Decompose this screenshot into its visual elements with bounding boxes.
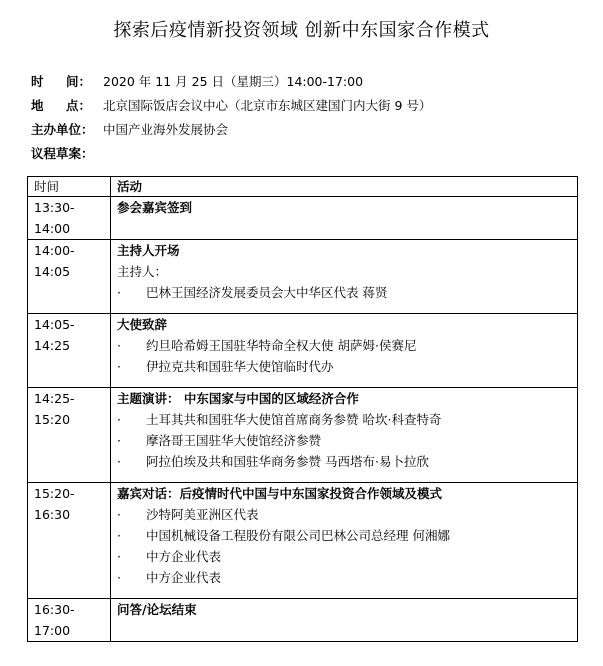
bullet-icon: · bbox=[117, 359, 121, 374]
agenda-label: 议程草案： bbox=[31, 146, 94, 161]
bullet-icon: · bbox=[117, 338, 121, 353]
agenda-time: 14:25-15:20 bbox=[28, 388, 111, 483]
agenda-activity bbox=[111, 314, 578, 388]
table-row bbox=[28, 599, 578, 642]
agenda-body bbox=[28, 197, 578, 642]
table-row bbox=[28, 388, 578, 483]
organizer-value: 中国产业海外发展协会 bbox=[103, 122, 229, 137]
bullet-icon: · bbox=[117, 570, 121, 585]
agenda-time: 14:05-14:25 bbox=[28, 314, 111, 388]
agenda-activity bbox=[111, 240, 578, 314]
activity-column-header: 活动 bbox=[111, 177, 578, 197]
activity-title: 参会嘉宾签到 bbox=[117, 200, 193, 215]
row-spacer bbox=[117, 472, 571, 482]
speaker-text: 中方企业代表 bbox=[146, 549, 222, 564]
list-item bbox=[117, 356, 571, 377]
table-row bbox=[28, 240, 578, 314]
agenda-activity bbox=[111, 197, 578, 240]
organizer-label: 主办单位： bbox=[31, 122, 94, 137]
agenda-time: 13:30-14:00 bbox=[28, 197, 111, 240]
time-column-header: 时间 bbox=[28, 177, 111, 197]
speaker-text: 沙特阿美亚洲区代表 bbox=[146, 507, 259, 522]
speaker-text: 约旦哈希姆王国驻华特命全权大使 胡萨姆·侯赛尼 bbox=[146, 338, 417, 353]
table-row bbox=[28, 483, 578, 599]
table-row bbox=[28, 314, 578, 388]
time-label: 时 间： bbox=[31, 74, 91, 89]
speaker-text: 巴林王国经济发展委员会大中华区代表 蒋贤 bbox=[146, 285, 388, 300]
bullet-icon: · bbox=[117, 285, 121, 300]
speaker-text: 伊拉克共和国驻华大使馆临时代办 bbox=[146, 359, 334, 374]
speaker-text: 摩洛哥王国驻华大使馆经济参赞 bbox=[146, 433, 322, 448]
agenda-time: 15:20-16:30 bbox=[28, 483, 111, 599]
speaker-text: 中方企业代表 bbox=[146, 570, 222, 585]
activity-title: 嘉宾对话：后疫情时代中国与中东国家投资合作领域及模式 bbox=[117, 486, 443, 501]
agenda-row bbox=[31, 142, 431, 166]
location-row bbox=[31, 94, 431, 118]
organizer-row bbox=[31, 118, 431, 142]
list-item bbox=[117, 282, 571, 303]
activity-title: 问答/论坛结束 bbox=[117, 602, 197, 617]
time-value: 2020 年 11 月 25 日（星期三）14:00-17:00 bbox=[103, 74, 364, 89]
agenda-time: 14:00-14:05 bbox=[28, 240, 111, 314]
bullet-icon: · bbox=[117, 549, 121, 564]
list-item bbox=[117, 430, 571, 451]
time-row bbox=[31, 70, 431, 94]
list-item bbox=[117, 504, 571, 525]
agenda-activity bbox=[111, 599, 578, 642]
agenda-activity bbox=[111, 388, 578, 483]
meeting-info bbox=[31, 70, 431, 166]
speaker-text: 阿拉伯埃及共和国驻华商务参赞 马西塔布·易卜拉欣 bbox=[146, 454, 429, 469]
location-value: 北京国际饭店会议中心（北京市东城区建国门内大街 9 号） bbox=[103, 98, 432, 113]
table-row bbox=[28, 197, 578, 240]
speaker-text: 土耳其共和国驻华大使馆首席商务参赞 哈坎·科查特奇 bbox=[146, 412, 442, 427]
row-spacer bbox=[117, 377, 571, 387]
host-label: 主持人： bbox=[117, 264, 168, 279]
list-item bbox=[117, 567, 571, 588]
list-item bbox=[117, 525, 571, 546]
row-spacer bbox=[117, 303, 571, 313]
list-item bbox=[117, 546, 571, 567]
page-title: 探索后疫情新投资领域 创新中东国家合作模式 bbox=[113, 20, 490, 41]
bullet-icon: · bbox=[117, 412, 121, 427]
bullet-icon: · bbox=[117, 433, 121, 448]
table-header-row bbox=[28, 177, 578, 197]
activity-title: 主持人开场 bbox=[117, 243, 180, 258]
agenda-activity bbox=[111, 483, 578, 599]
activity-title: 主题演讲： 中东国家与中国的区域经济合作 bbox=[117, 391, 359, 406]
agenda-time: 16:30-17:00 bbox=[28, 599, 111, 642]
speaker-text: 中国机械设备工程股份有限公司巴林公司总经理 何湘娜 bbox=[146, 528, 450, 543]
list-item bbox=[117, 409, 571, 430]
bullet-icon: · bbox=[117, 528, 121, 543]
agenda-table bbox=[27, 176, 578, 642]
location-label: 地 点： bbox=[31, 98, 91, 113]
row-spacer bbox=[117, 588, 571, 598]
activity-title: 大使致辞 bbox=[117, 317, 168, 332]
bullet-icon: · bbox=[117, 507, 121, 522]
bullet-icon: · bbox=[117, 454, 121, 469]
list-item bbox=[117, 335, 571, 356]
list-item bbox=[117, 451, 571, 472]
